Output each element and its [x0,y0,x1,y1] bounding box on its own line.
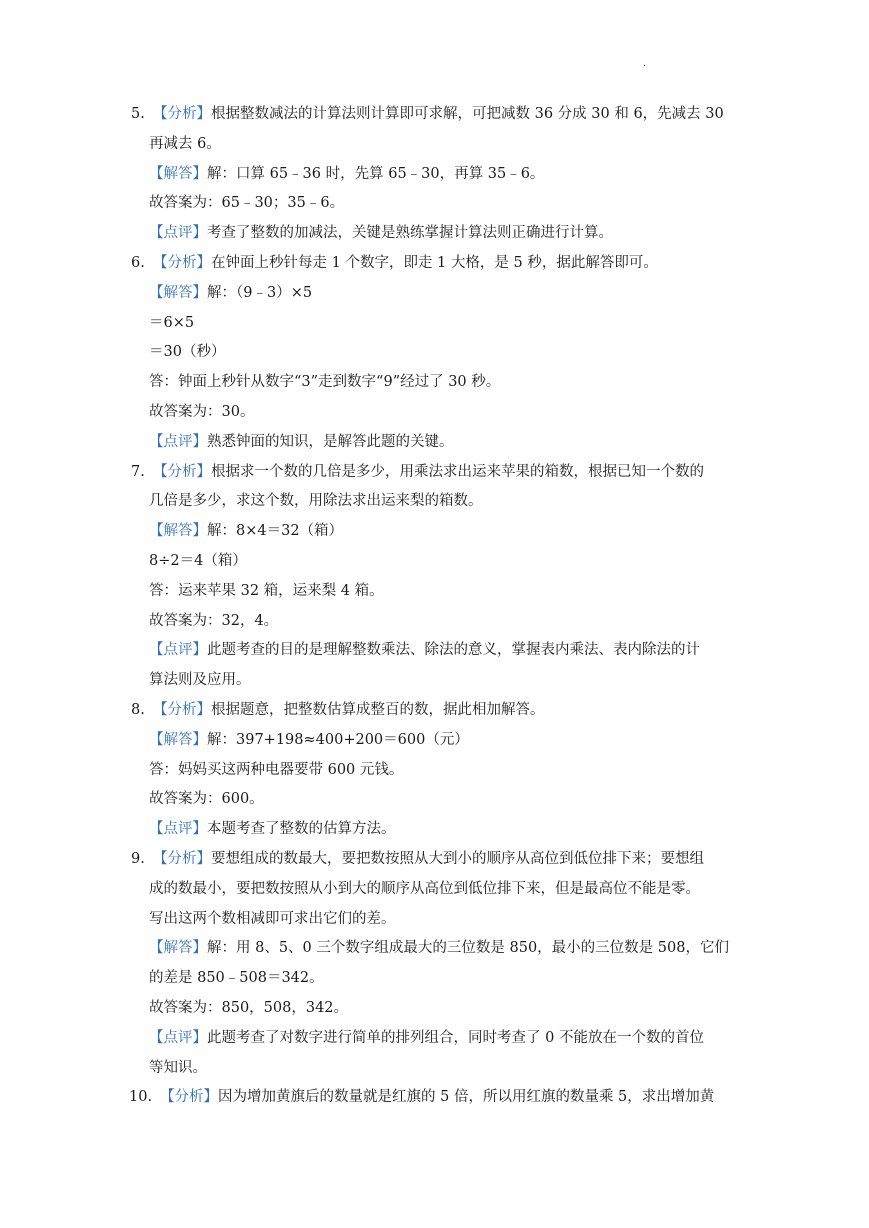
q9-comment-text: 此题考查了对数字进行简单的排列组合，同时考查了 0 不能放在一个数的首位 [207,1029,704,1046]
page-dot: . [643,58,647,69]
q9-answer-cont: 的差是 850﹣508＝342。 [149,970,324,987]
question-number: 7. [131,463,145,480]
analysis-tag: 【分析】 [153,106,211,122]
question-number: 8. [131,701,145,718]
question-number: 6. [131,254,145,271]
q9-comment-cont: 等知识。 [149,1059,207,1076]
q8-answer-text: 解：397+198≈400+200＝600（元） [207,731,469,748]
q9-analysis-cont: 成的数最小，要把数按照从小到大的顺序从高位到低位排下来，但是最高位不能是零。 [149,880,700,897]
q10-analysis-text: 因为增加黄旗后的数量就是红旗的 5 倍，所以用红旗的数量乘 5，求出增加黄 [218,1089,715,1106]
comment-tag: 【点评】 [149,642,207,659]
q6-step-2: ＝30（秒） [149,344,226,361]
q7-answer-text: 解：8×4＝32（箱） [207,523,344,540]
analysis-tag: 【分析】 [153,850,211,867]
q5-comment-text: 考查了整数的加减法，关键是熟练掌握计算法则正确进行计算。 [207,225,613,242]
comment-tag: 【点评】 [149,1029,207,1046]
answer-tag: 【解答】 [149,165,207,182]
analysis-tag: 【分析】 [153,463,211,480]
q8-comment-line [0,815,869,845]
comment-tag: 【点评】 [149,821,207,838]
q5-answer-line [0,160,869,190]
comment-tag: 【点评】 [149,433,207,450]
q5-analysis-cont: 再减去 6。 [149,135,221,152]
answer-tag: 【解答】 [149,523,207,540]
q6-analysis-line [0,249,869,279]
question-number: 9. [131,850,145,867]
q6-comment-text: 熟悉钟面的知识，是解答此题的关键。 [207,433,454,450]
q9-answer-text: 解：用 8、5、0 三个数字组成最大的三位数是 850，最小的三位数是 508，它们 [207,940,729,957]
q7-analysis-cont: 几倍是多少，求这个数，用除法求出运来梨的箱数。 [149,493,483,510]
q8-answer-sentence: 答：妈妈买这两种电器要带 600 元钱。 [149,761,404,778]
answer-sheet [0,100,869,1113]
answer-tag: 【解答】 [149,940,207,957]
q6-analysis-text: 在钟面上秒针每走 1 个数字，即走 1 大格，是 5 秒，据此解答即可。 [211,254,658,271]
analysis-tag: 【分析】 [153,254,211,271]
q7-answer-line [0,517,869,547]
q7-analysis-text: 根据求一个数的几倍是多少，用乘法求出运来苹果的箱数，根据已知一个数的 [211,463,704,480]
analysis-tag: 【分析】 [153,701,211,718]
q7-analysis-line [0,458,869,488]
q6-step-1: ＝6×5 [149,314,195,331]
q7-answer-sentence: 答：运来苹果 32 箱，运来梨 4 箱。 [149,582,384,599]
q5-answer-text: 解：口算 65﹣36 时，先算 65﹣30，再算 35﹣6。 [207,165,545,182]
q8-answer-line [0,726,869,756]
q7-comment-line [0,636,869,666]
answer-tag: 【解答】 [149,284,207,301]
question-number: 10. [129,1089,153,1106]
q6-final-answer: 故答案为：30。 [149,403,255,420]
analysis-tag: 【分析】 [160,1089,218,1106]
q6-answer-sentence: 答：钟面上秒针从数字“3”走到数字“9”经过了 30 秒。 [149,374,501,391]
q7-comment-cont: 算法则及应用。 [149,672,251,689]
q9-analysis-cont-2: 写出这两个数相减即可求出它们的差。 [149,910,396,927]
q9-final-answer: 故答案为：850，508，342。 [149,999,349,1016]
question-number: 5. [131,106,145,122]
q6-answer-text: 解：（9﹣3）×5 [207,284,313,301]
q9-analysis-line [0,845,869,875]
q7-comment-text: 此题考查的目的是理解整数乘法、除法的意义，掌握表内乘法、表内除法的计 [207,642,700,659]
q5-analysis-line [0,100,869,130]
q9-analysis-text: 要想组成的数最大，要把数按照从大到小的顺序从高位到低位排下来；要想组 [211,850,704,867]
q9-comment-line [0,1024,869,1054]
comment-tag: 【点评】 [149,225,207,242]
q5-final-answer: 故答案为：65﹣30；35﹣6。 [149,195,345,212]
q8-analysis-text: 根据题意，把整数估算成整百的数，据此相加解答。 [211,701,545,718]
q8-analysis-line [0,696,869,726]
q8-final-answer: 故答案为：600。 [149,791,264,808]
q10-analysis-line [0,1083,869,1113]
q6-comment-line [0,428,869,458]
q7-final-answer: 故答案为：32，4。 [149,612,279,629]
q8-comment-text: 本题考查了整数的估算方法。 [207,821,396,838]
q9-answer-line [0,934,869,964]
q5-analysis-text: 根据整数减法的计算法则计算即可求解，可把减数 36 分成 30 和 6，先减去 30 [211,106,724,122]
q7-step-1: 8÷2＝4（箱） [149,552,247,569]
q5-comment-line [0,219,869,249]
answer-tag: 【解答】 [149,731,207,748]
q6-answer-line [0,279,869,309]
